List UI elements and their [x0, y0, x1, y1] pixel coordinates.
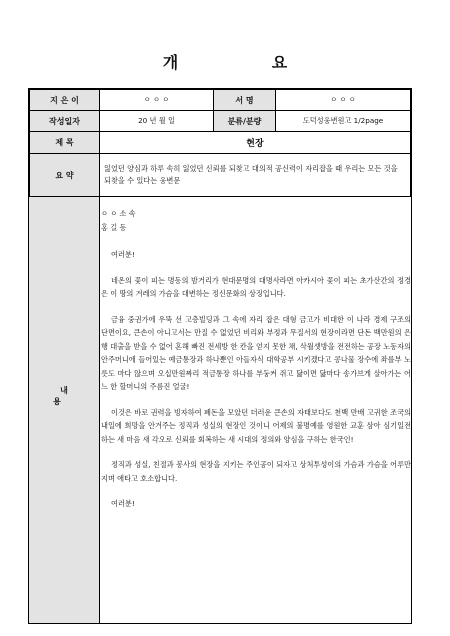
paragraph: 이것은 바로 권력을 빙자하여 폐돈을 모았던 더러운 큰손의 자태보다도 천백 만배 고귀한 조국의 내일에 희망을 안겨주는 정직과 성실의 현장인 것이니 어제의 불명예를 영원한 교훈 삼아 심기일전하는 새 마음 새 각오로 신뢰를 회복하는 새 시대의 정의와 양심을 구하는 한국인!: [101, 407, 411, 444]
summary-label: 요 약: [30, 154, 100, 197]
paragraph: 네온의 꽃이 피는 명동의 밤거리가 현대문명의 대명사라면 아카시아 꽃이 피는 초가산간의 정경은 이 땅의 겨레의 가슴을 대변하는 정신문화의 상징입니다.: [101, 275, 411, 298]
speaker-name: 홍 길 동: [101, 222, 127, 232]
greeting: 여러분!: [111, 250, 135, 259]
content-label: 내 용: [53, 386, 82, 406]
subject-value: 현장: [100, 132, 411, 154]
author-value: ㅇ ㅇ ㅇ: [100, 90, 214, 111]
paragraph: 금융 중권가에 우뚝 선 고층빌딩과 그 속에 자리 잡은 대형 금고가 비대한 이 나라 경제 구조의 단면이요, 큰손이 아니고서는 만질 수 없었던 비리와 부정과 무질서의 현장이라면 단돈 백만원의 은행 대출을 받을 수 없어 혼해 빠진 전세방 한 칸을 얻지 못한 채, 삭월셋방을 전전하는 공장 노동자의 안주머니에 들어있는 예금통장과 하나뿐인 아들자식 대학공부 시키겠다고 콩나물 장수에 좌를부 노릇도 마다 않으며 오십만원짜리 적금통장 하나를 부둥켜 쥐고 닳이면 닳마다 송가브게 살아가는 어느 한 할머니의 주름진 얼굴!: [101, 314, 411, 391]
subject-label: 제 목: [30, 132, 100, 154]
category-value: 도덕성웅변원고 1/2page: [276, 111, 411, 132]
signer-label: 서 명: [214, 90, 276, 111]
header-table: [29, 89, 411, 197]
closing: 여러분!: [111, 499, 135, 508]
signer-value: ㅇ ㅇ ㅇ: [276, 90, 411, 111]
date-value: 20 년 월 일: [100, 111, 214, 132]
author-label: 지 은 이: [30, 90, 100, 111]
speech-content: [101, 197, 411, 523]
paragraph: 정직과 성실, 친절과 봉사의 현장을 지키는 주인공이 되자고 상처투성이의 가슴과 가슴을 어루만지며 애타고 호소합니다.: [101, 460, 411, 483]
category-label: 분류/분량: [214, 111, 276, 132]
content-label-column: [29, 197, 100, 623]
outline-form: [28, 88, 412, 624]
date-label: 작성일자: [30, 111, 100, 132]
document-title: 개 요: [162, 53, 332, 72]
affiliation: ㅇ ㅇ 소 속: [101, 209, 136, 218]
summary-value: 잃었던 양심과 하루 속히 잃었던 신뢰를 되찾고 대의적 공신력이 자리잡을 때 우리는 모든 것을 되찾을 수 있다는 웅변문: [100, 154, 411, 197]
